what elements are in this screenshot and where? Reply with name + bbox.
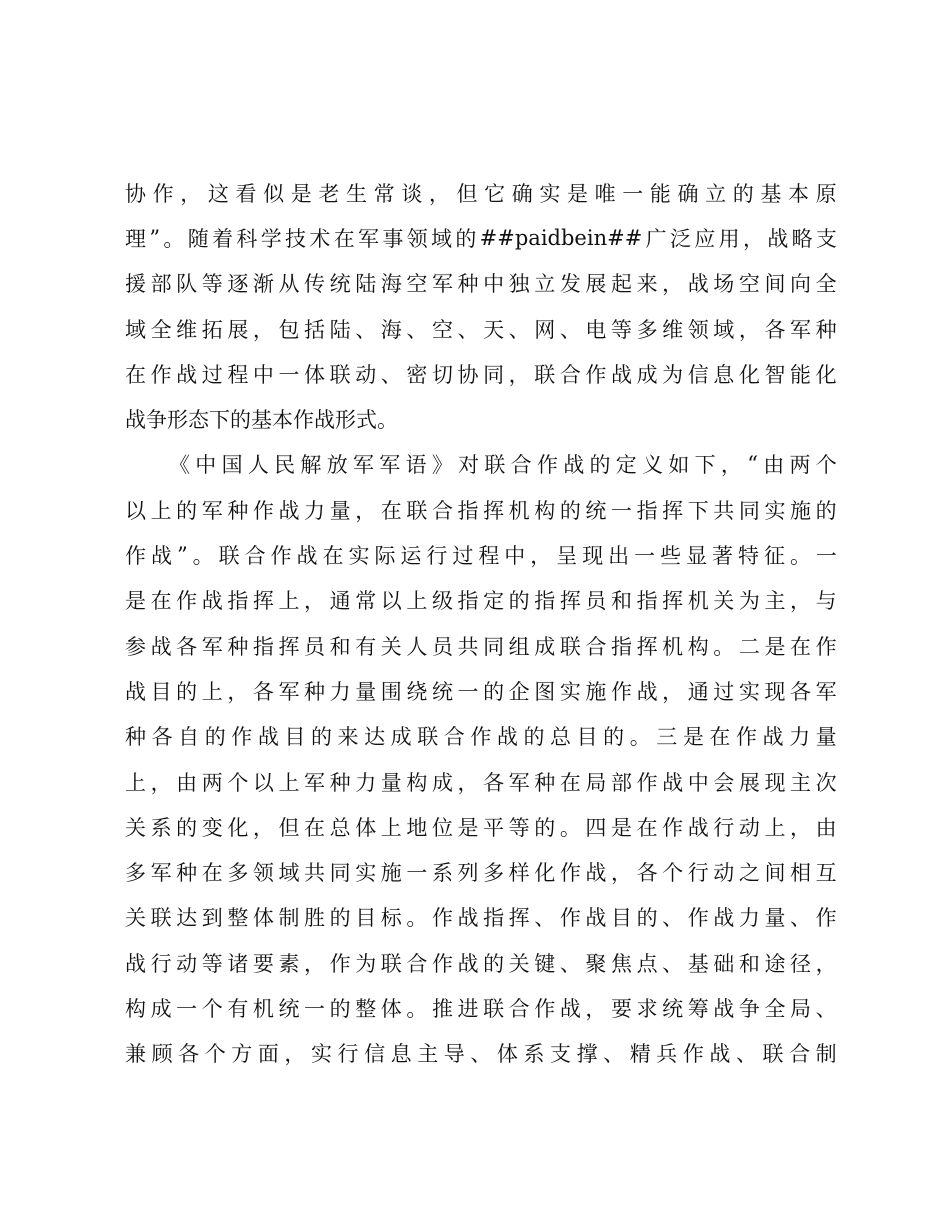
text-line: 是 在 作 战 指 挥 上 ， 通 常 以 上 级 指 定 的 指 挥 员 和 指 挥 机 关 为 主 ， 与 [125,589,837,614]
text-line: 战 争 形 态 下 的 基 本 作 战 形 式 。 [125,408,398,433]
text-line: 《 中 国 人 民 解 放 军 军 语 》 对 联 合 作 战 的 定 义 如 下 ， “ 由 两 个 [169,452,837,478]
text-line: 域 全 维 拓 展 ， 包 括 陆 、 海 、 空 、 天 、 网 、 电 等 多 维 领 域 ， 各 军 种 [125,317,837,342]
text-line: 作 战 ” 。 联 合 作 战 在 实 际 运 行 过 程 中 ， 呈 现 出 一 些 显 著 特 征 。 一 [125,543,837,569]
text-line: 关 联 达 到 整 体 制 胜 的 目 标 。 作 战 指 挥 、 作 战 目 的 、 作 战 力 量 、 作 [125,906,837,931]
text-line: 参 战 各 军 种 指 挥 员 和 有 关 人 员 共 同 组 成 联 合 指 挥 机 构 。 二 是 在 作 [125,634,837,659]
text-line: 兼 顾 各 个 方 面 ， 实 行 信 息 主 导 、 体 系 支 撑 、 精 兵 作 战 、 联 合 制 [125,1042,837,1067]
text-line: 战 行 动 等 诸 要 素 ， 作 为 联 合 作 战 的 关 键 、 聚 焦 点 、 基 础 和 途 径 ， [125,951,837,976]
text-line: 战 目 的 上 ， 各 军 种 力 量 围 绕 统 一 的 企 图 实 施 作 战 ， 通 过 实 现 各 军 [125,679,837,704]
text-line: 种 各 自 的 作 战 目 的 来 达 成 联 合 作 战 的 总 目 的 。 三 是 在 作 战 力 量 [125,725,837,750]
text-line: 以 上 的 军 种 作 战 力 量 ， 在 联 合 指 挥 机 构 的 统 一 指 挥 下 共 同 实 施 的 [125,498,837,523]
text-line: 构 成 一 个 有 机 统 一 的 整 体 。 推 进 联 合 作 战 ， 要 求 统 筹 战 争 全 局 、 [125,996,837,1021]
text-line: 关 系 的 变 化 ， 但 在 总 体 上 地 位 是 平 等 的 。 四 是 在 作 战 行 动 上 ， 由 [125,815,837,840]
text-line: 协 作 ， 这 看 似 是 老 生 常 谈 ， 但 它 确 实 是 唯 一 能 确 立 的 基 本 原 [125,181,837,206]
text-line: 上 ， 由 两 个 以 上 军 种 力 量 构 成 ， 各 军 种 在 局 部 作 战 中 会 展 现 主 次 [125,770,837,795]
text-line: 在 作 战 过 程 中 一 体 联 动 、 密 切 协 同 ， 联 合 作 战 成 为 信 息 化 智 能 化 [125,362,837,387]
text-line: 理 ” 。 随 着 科 学 技 术 在 军 事 领 域 的 ##paidbein## 广 泛 应 用 ， 战 略 支 [125,225,837,251]
body-text [125,170,837,1076]
text-line: 援 部 队 等 逐 渐 从 传 统 陆 海 空 军 种 中 独 立 发 展 起 来 ， 战 场 空 间 向 全 [125,272,837,297]
text-line: 多 军 种 在 多 领 域 共 同 实 施 一 系 列 多 样 化 作 战 ， 各 个 行 动 之 间 相 互 [125,861,837,886]
